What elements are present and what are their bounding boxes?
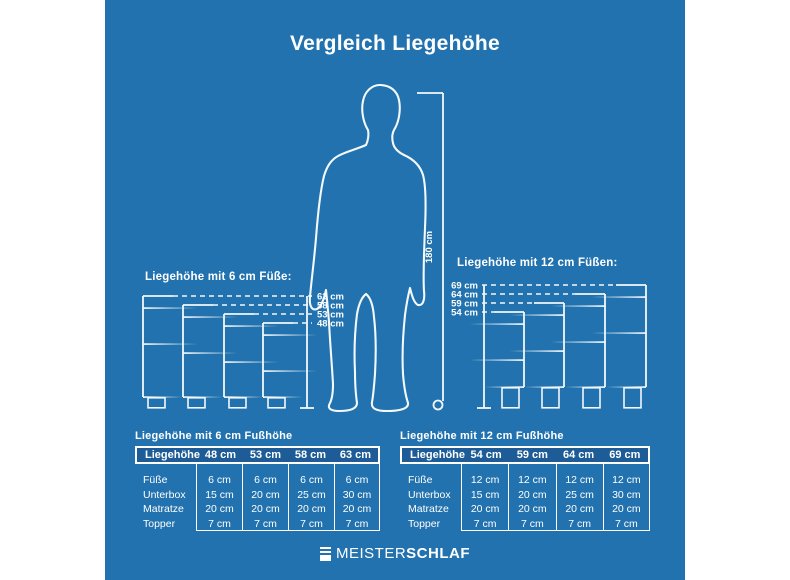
height-labels-6cm xyxy=(317,292,344,330)
bed-foot xyxy=(542,388,559,408)
bed-group-6cm xyxy=(143,296,318,408)
table-body xyxy=(400,464,650,531)
mattress-stack-icon xyxy=(320,547,331,561)
brand-name-regular: MEISTER xyxy=(335,545,407,562)
table-cell: 20 cm xyxy=(461,502,508,517)
bed-48cm xyxy=(263,323,318,408)
brand-name-bold: SCHLAF xyxy=(406,545,470,562)
bed-53cm xyxy=(224,314,312,408)
table-cell: 20 cm xyxy=(242,488,288,503)
table-cell: 15 cm xyxy=(461,488,508,503)
table-cell: 20 cm xyxy=(508,488,555,503)
row-label: Topper xyxy=(143,517,176,530)
brand-name xyxy=(336,546,470,561)
table-header-cell: 53 cm xyxy=(249,449,282,461)
height-label: 58 cm xyxy=(317,300,344,312)
bed-foot xyxy=(583,388,600,408)
table-cell: 7 cm xyxy=(288,517,334,532)
height-label: 54 cm xyxy=(451,307,478,319)
table-title: Liegehöhe mit 12 cm Fußhöhe xyxy=(400,430,564,442)
table-cell: 20 cm xyxy=(508,502,555,517)
table-6cm xyxy=(135,430,380,531)
bed-foot xyxy=(268,398,285,408)
height-label: 63 cm xyxy=(317,291,344,303)
table-header-cell: Liegehöhe xyxy=(145,449,201,461)
table-header-cell: 48 cm xyxy=(204,449,237,461)
table-cell: 20 cm xyxy=(288,502,334,517)
table-header-row xyxy=(135,446,380,464)
table-title: Liegehöhe mit 6 cm Fußhöhe xyxy=(135,430,293,442)
table-cell: 12 cm xyxy=(461,473,508,488)
table-cell: 20 cm xyxy=(242,502,288,517)
table-cell: 7 cm xyxy=(603,517,650,532)
bed-foot xyxy=(502,388,519,408)
table-cell: 7 cm xyxy=(242,517,288,532)
height-label: 48 cm xyxy=(317,318,344,330)
table-cell: 20 cm xyxy=(196,502,242,517)
dimension-end-circle xyxy=(434,401,443,410)
table-cell: 6 cm xyxy=(334,473,380,488)
table-header-cell: 63 cm xyxy=(339,449,372,461)
table-cell: 7 cm xyxy=(508,517,555,532)
bed-54cm xyxy=(469,312,524,408)
table-cell: 15 cm xyxy=(196,488,242,503)
table-cell: 6 cm xyxy=(288,473,334,488)
table-header-cell: 58 cm xyxy=(294,449,327,461)
bed-foot xyxy=(188,398,205,408)
row-label: Topper xyxy=(408,517,441,530)
table-cell: 12 cm xyxy=(556,473,603,488)
bed-group-12cm xyxy=(469,285,646,408)
row-label: Matratze xyxy=(408,503,449,515)
table-cell: 30 cm xyxy=(334,488,380,503)
height-label: 69 cm xyxy=(451,280,478,292)
person-height-label: 180 cm xyxy=(424,230,435,264)
table-body xyxy=(135,464,380,531)
table-header-cell: 59 cm xyxy=(516,449,548,461)
table-cell: 12 cm xyxy=(603,473,650,488)
row-label: Unterbox xyxy=(143,488,186,501)
table-cell: 20 cm xyxy=(334,502,380,517)
bed-63cm xyxy=(143,296,312,408)
table-cell: 12 cm xyxy=(508,473,555,488)
diagram-heading-6cm: Liegehöhe mit 6 cm Füße: xyxy=(145,271,292,283)
row-label: Matratze xyxy=(143,503,184,515)
table-cell: 6 cm xyxy=(196,473,242,488)
page-title: Vergleich Liegehöhe xyxy=(290,32,500,55)
brand-logo xyxy=(105,546,685,561)
diagram-heading-12cm: Liegehöhe mit 12 cm Füßen: xyxy=(457,257,618,269)
table-header-row xyxy=(400,446,650,464)
height-label: 59 cm xyxy=(451,298,478,310)
height-label: 53 cm xyxy=(317,309,344,321)
table-cell: 30 cm xyxy=(603,488,650,503)
table-cell: 20 cm xyxy=(556,502,603,517)
bed-58cm xyxy=(183,305,312,408)
table-cell: 6 cm xyxy=(242,473,288,488)
row-label: Unterbox xyxy=(408,488,451,501)
table-cell: 20 cm xyxy=(603,502,650,517)
table-header-cell: 64 cm xyxy=(563,449,595,461)
bed-foot xyxy=(229,398,246,408)
table-cell: 7 cm xyxy=(461,517,508,532)
table-cell: 25 cm xyxy=(288,488,334,503)
row-label: Füße xyxy=(408,474,433,486)
person-outline xyxy=(310,85,426,411)
bed-foot xyxy=(624,388,641,408)
table-cell: 7 cm xyxy=(334,517,380,532)
table-cell: 7 cm xyxy=(556,517,603,532)
row-label: Füße xyxy=(143,474,168,486)
bed-foot xyxy=(148,398,165,408)
height-label: 64 cm xyxy=(451,289,478,301)
height-labels-12cm xyxy=(451,281,478,319)
table-cell: 25 cm xyxy=(556,488,603,503)
table-header-cell: Liegehöhe xyxy=(410,449,466,461)
table-12cm xyxy=(400,430,650,531)
table-header-cell: 54 cm xyxy=(470,449,502,461)
bed-59cm xyxy=(482,303,564,408)
table-cell: 7 cm xyxy=(196,517,242,532)
table-header-cell: 69 cm xyxy=(609,449,641,461)
